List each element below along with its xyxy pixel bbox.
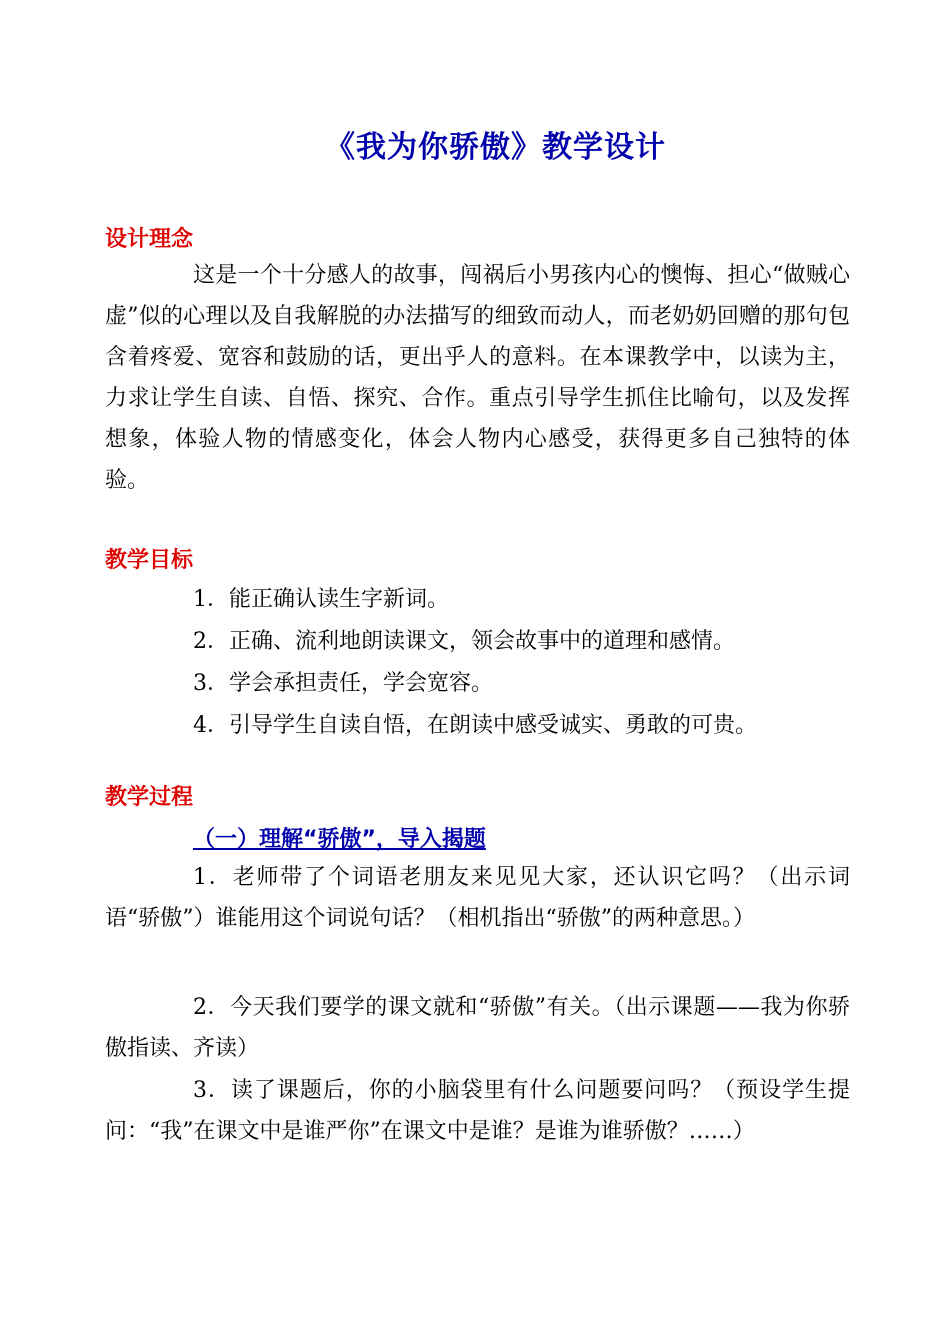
document-title: 《我为你骄傲》教学设计 [325,130,666,165]
heading-design-concept: 设计理念 [105,227,194,252]
goal-item-1: 1．能正确认读生字新词。 [193,587,449,612]
goal-item-4: 4．引导学生自读自悟，在朗读中感受诚实、勇敢的可贵。 [193,713,757,738]
paragraph-design-concept: 这是一个十分感人的故事，闯祸后小男孩内心的懊悔、担心“做贼心虚”似的心理以及自我解脱的办法描写的细致而动人，而老奶奶回赠的那句包含着疼爱、宽容和鼓励的话，更出乎人的意料。在本课教学中，以读为主，力求让学生自读、自悟、探究、合作。重点引导学生抓住比喻句，以及发挥想象，体验人物的情感变化，体会人物内心感受，获得更多自己独特的体验。 [105,263,850,493]
process-step-1: 1．老师带了个词语老朋友来见见大家，还认识它吗？（出示词语“骄傲”）谁能用这个词说句话？（相机指出“骄傲”的两种意思。） [105,865,850,931]
goal-item-2: 2．正确、流利地朗读课文，领会故事中的道理和感情。 [193,629,735,654]
process-step-3: 3．读了课题后，你的小脑袋里有什么问题要问吗？（预设学生提问：“我”在课文中是谁严你”在课文中是谁？是谁为谁骄傲？……） [105,1078,850,1144]
heading-teaching-process: 教学过程 [105,785,194,810]
process-step-2: 2．今天我们要学的课文就和“骄傲”有关。（出示课题——我为你骄傲指读、齐读） [105,995,850,1061]
heading-teaching-goals: 教学目标 [105,548,194,573]
goal-item-3: 3．学会承担责任，学会宽容。 [193,671,493,696]
subheading-step-one: （一）理解“骄傲”，导入揭题 [193,827,486,852]
